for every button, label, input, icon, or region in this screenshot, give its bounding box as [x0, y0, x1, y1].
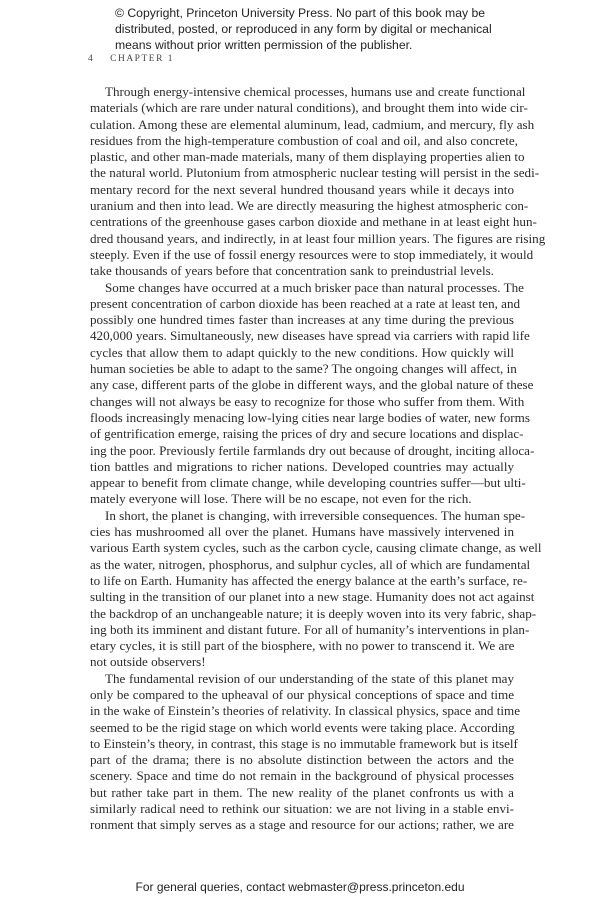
text-line: seemed to be the rigid stage on which world events were taking place. According — [90, 719, 515, 735]
text-line: floods increasingly menacing low-lying cities near large bodies of water, new forms — [90, 409, 530, 425]
text-line: ronment that simply serves as a stage and resource for our actions; rather, we are — [90, 817, 514, 833]
text-line: mentary record for the next several hundred thousand years while it decays into — [90, 181, 514, 197]
text-line: to life on Earth. Humanity has affected the energy balance at the earth’s surface, re- — [90, 572, 528, 588]
text-line: ing the poor. Previously fertile farmlands dry out because of drought, inciting alloca- — [90, 442, 535, 458]
copyright-line: © Copyright, Princeton University Press. No part of this book may be — [115, 6, 486, 20]
text-line: as the water, nitrogen, phosphorus, and sulphur cycles, all of which are fundamental — [90, 556, 531, 572]
text-line: scenery. Space and time do not remain in the background of physical processes — [90, 768, 514, 784]
text-line: of gentrification emerge, raising the prices of dry and secure locations and displac- — [90, 426, 524, 442]
text-line: mately everyone will lose. There will be no escape, not even for the rich. — [90, 491, 472, 507]
text-line: ing both its imminent and distant future. For all of humanity’s interventions in plan- — [90, 621, 530, 637]
text-line: etary cycles, it is still part of the biosphere, with no power to transcend it. We are — [90, 638, 515, 654]
text-line: centrations of the greenhouse gases carbon dioxide and methane in at least eight hun- — [90, 214, 537, 230]
text-line: The fundamental revision of our understanding of the state of this planet may — [105, 670, 514, 686]
copyright-notice — [115, 5, 515, 53]
body-text — [90, 84, 546, 834]
text-line: take thousands of years before that concentration sank to preindustrial levels. — [90, 263, 494, 279]
copyright-line: means without prior written permission of the publisher. — [115, 38, 413, 52]
chapter-label: CHAPTER 1 — [110, 54, 175, 64]
paragraph — [90, 279, 535, 508]
text-line: uranium and then into lead. We are directly measuring the highest atmospheric con- — [90, 198, 529, 214]
text-line: various Earth system cycles, such as the carbon cycle, causing climate change, as well — [90, 540, 542, 556]
text-line: steeply. Even if the use of fossil energy resources were to stop immediately, it would — [90, 246, 534, 262]
text-line: present concentration of carbon dioxide has been reached at a rate at least ten, and — [90, 295, 521, 311]
text-line: the backdrop of an unchangeable nature; it is deeply woven into its very fabric, shap- — [90, 605, 537, 621]
page-number: 4 — [88, 54, 95, 64]
text-line: human societies be able to adapt to the same? The ongoing changes will affect, in — [90, 361, 517, 377]
text-line: cycles that allow them to adapt quickly to the new conditions. How quickly will — [90, 344, 514, 360]
text-line: possibly one hundred times faster than increases at any time during the previous — [90, 312, 514, 328]
text-line: culation. Among these are elemental aluminum, lead, cadmium, and mercury, fly ash — [90, 116, 535, 132]
copyright-line: distributed, posted, or reproduced in any form by digital or mechanical — [115, 22, 492, 36]
running-head — [88, 54, 174, 64]
paragraph — [90, 84, 546, 280]
text-line: Through energy-intensive chemical processes, humans use and create functional — [105, 84, 526, 99]
text-line: plastic, and other man-made materials, many of them displaying properties alien to — [90, 149, 525, 165]
text-line: 420,000 years. Simultaneously, new diseases have spread via carriers with rapid life — [90, 328, 530, 344]
text-line: residues from the high-temperature combustion of coal and oil, and also concrete, — [90, 132, 518, 148]
footer-contact: For general queries, contact webmaster@press.princeton.edu — [135, 880, 465, 894]
paragraph — [90, 670, 521, 834]
text-line: not outside observers! — [90, 654, 206, 670]
text-line: changes will not always be easy to recognize for those who suffer from them. With — [90, 393, 525, 409]
paragraph — [90, 507, 542, 671]
text-line: only be compared to the upheaval of our physical conceptions of space and time — [90, 686, 514, 702]
text-line: any case, different parts of the globe in different ways, and the global nature of these — [90, 377, 534, 393]
text-line: materials (which are rare under natural conditions), and brought them into wide cir- — [90, 100, 528, 116]
text-line: appear to benefit from climate change, while developing countries suffer—but ulti- — [90, 475, 526, 491]
text-line: In short, the planet is changing, with irreversible consequences. The human spe- — [105, 507, 526, 523]
text-line: part of the drama; there is no absolute distinction between the actors and the — [90, 752, 514, 768]
text-line: cies has mushroomed all over the planet. Humans have massively intervened in — [90, 524, 514, 540]
text-line: dred thousand years, and indirectly, in at least four million years. The figures are rising — [90, 230, 546, 246]
text-line: but rather take part in them. The new reality of the planet confronts us with a — [90, 784, 514, 800]
text-line: the natural world. Plutonium from atmospheric nuclear testing will persist in the sedi- — [90, 165, 540, 181]
text-line: in the wake of Einstein’s theories of relativity. In classical physics, space and time — [90, 703, 521, 719]
text-line: similarly radical need to rethink our situation: we are not living in a stable envi- — [90, 801, 514, 817]
text-line: sulting in the transition of our planet into a new stage. Humanity does not act against — [90, 589, 535, 605]
text-line: Some changes have occurred at a much brisker pace than natural processes. The — [105, 279, 524, 295]
text-line: to Einstein’s theory, in contrast, this stage is no immutable framework but is itself — [90, 735, 518, 751]
text-line: tion battles and migrations to richer nations. Developed countries may actually — [90, 458, 514, 474]
